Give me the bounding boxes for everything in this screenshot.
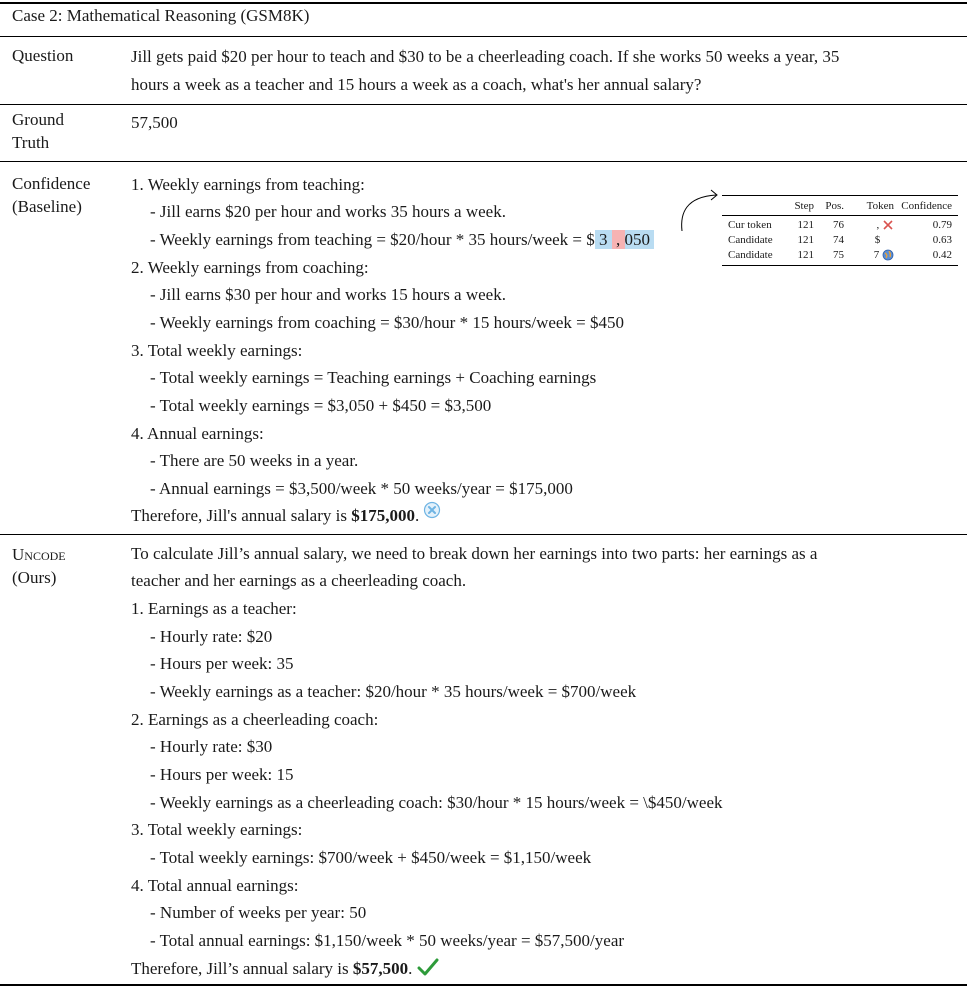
ours-line: 2. Earnings as a cheerleading coach: [131,710,379,729]
row-token: $ [874,234,881,246]
baseline-line: 3. Total weekly earnings: [131,341,303,360]
baseline-line: 1. Weekly earnings from teaching: [131,175,365,194]
baseline-line: 4. Annual earnings: [131,424,264,443]
row-confidence: 0.63 [932,234,952,246]
conclusion-text: Therefore, Jill's annual salary is [131,506,352,525]
row-name: Cur token [728,219,772,231]
ours-label [12,543,66,589]
baseline-line: - Total weekly earnings = $3,050 + $450 = $3,500 [150,396,492,415]
ours-line: 4. Total annual earnings: [131,876,299,895]
row-name: Candidate [728,249,773,261]
header-token: Token [866,200,894,212]
baseline-line: - Jill earns $20 per hour and works 35 hours a week. [150,202,506,221]
ours-line: - Hours per week: 35 [150,654,294,673]
top-rule [0,2,967,4]
conclusion-value: $175,000 [351,506,415,525]
baseline-line: - Jill earns $30 per hour and works 15 hours a week. [150,285,506,304]
row-token: , [844,218,894,233]
ours-line: 3. Total weekly earnings: [131,820,303,839]
highlight-token-3: 050 [624,230,650,249]
ours-line: - Hourly rate: $30 [150,737,273,756]
baseline-line: 2. Weekly earnings from coaching: [131,258,369,277]
question-line: hours a week as a teacher and 15 hours a week as a coach, what's her annual salary? [131,75,702,94]
ours-line: - Total annual earnings: $1,150/week * 50 weeks/year = $57,500/year [150,931,625,950]
baseline-line: - Total weekly earnings = Teaching earnings + Coaching earnings [150,368,597,387]
header-confidence: Confidence [901,200,952,212]
check-icon [417,957,439,977]
ours-line: 1. Earnings as a teacher: [131,599,297,618]
baseline-line: - Annual earnings = $3,500/week * 50 weeks/year = $175,000 [150,479,573,498]
conclusion-value: $57,500 [352,959,409,978]
baseline-label-line: Confidence [12,174,91,193]
ours-line: teacher and her earnings as a cheerleading coach. [131,571,467,590]
ours-conclusion [131,957,439,981]
row-step: 121 [797,219,814,231]
row-pos: 76 [833,219,844,231]
row-pos: 75 [833,249,844,261]
pointer-arrow [676,185,726,233]
ours-label-line: (Ours) [12,568,57,587]
table-header-row [722,195,958,216]
conclusion-text: Therefore, Jill’s annual salary is [131,959,353,978]
question-label: Question [12,46,74,65]
ground-truth-label-line: Truth [12,133,50,152]
baseline-line: - There are 50 weeks in a year. [150,451,359,470]
table-row [722,233,958,248]
highlighted-number [595,230,655,249]
globe-icon [882,249,894,261]
bottom-rule [0,984,967,986]
row-token: 7 [844,248,894,263]
ground-truth-rule [0,161,967,162]
ours-line: - Hourly rate: $20 [150,627,273,646]
baseline-rule [0,534,967,535]
cross-icon [882,219,894,231]
ours-line: - Weekly earnings as a teacher: $20/hour * 35 hours/week = $700/week [150,682,637,701]
question-rule [0,104,967,105]
baseline-line-text: - Weekly earnings from teaching = $20/hour * 35 hours/week = $ [150,230,595,249]
row-pos: 74 [833,234,844,246]
table-row [722,218,958,233]
ours-line: - Total weekly earnings: $700/week + $450/week = $1,150/week [150,848,592,867]
header-pos: Pos. [825,200,844,212]
conclusion-period: . [408,959,413,978]
table-row [722,248,958,266]
row-name: Candidate [728,234,773,246]
baseline-conclusion [131,504,441,528]
question-line: Jill gets paid $20 per hour to teach and $30 to be a cheerleading coach. If she works 50 weeks a year, 35 [131,47,840,66]
row-confidence: 0.79 [932,219,952,231]
header-step: Step [794,200,814,212]
baseline-line: - Weekly earnings from coaching = $30/hour * 15 hours/week = $450 [150,313,625,332]
row-confidence: 0.42 [932,249,952,261]
ours-line: - Hours per week: 15 [150,765,294,784]
row-step: 121 [797,234,814,246]
ours-line: - Number of weeks per year: 50 [150,903,367,922]
highlight-token-comma: , [612,230,625,249]
wrong-icon [423,501,441,519]
header-rule [0,36,967,37]
ground-truth-label-line: Ground [12,110,64,129]
ours-line: To calculate Jill’s annual salary, we need to break down her earnings into two parts: her earnings as a [131,544,818,563]
ground-truth-value: 57,500 [131,113,178,132]
ours-label-line: Uncode [12,545,66,564]
ours-line: - Weekly earnings as a cheerleading coach: $30/hour * 15 hours/week = \$450/week [150,793,723,812]
conclusion-period: . [414,506,420,525]
row-step: 121 [797,249,814,261]
ground-truth-label [12,108,64,154]
token-confidence-table [722,195,958,266]
baseline-label-line: (Baseline) [12,197,82,216]
case-title: Case 2: Mathematical Reasoning (GSM8K) [12,6,310,25]
baseline-label [12,172,90,218]
baseline-line-highlighted [150,228,654,252]
highlight-token-1: 3 [599,230,608,249]
